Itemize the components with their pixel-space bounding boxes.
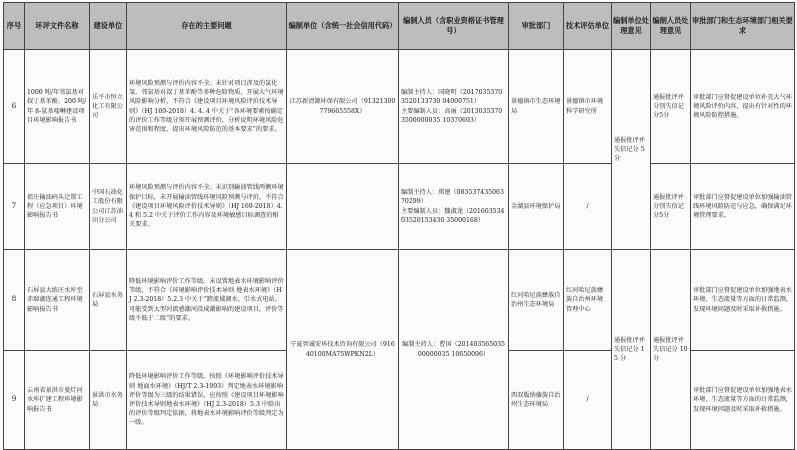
cell-seq: 9 — [4, 351, 25, 450]
cell-requirements: 审批部门应督促建设单位加强地表水环境、生态流量等方面的日常监测，发现环境问题及时采取补救措施。 — [691, 250, 795, 351]
cell-prep-unit — [287, 164, 399, 250]
cell-problems: 降低环境影响评价工作等级。未设置地表水环境影响评价等级，不符合《环境影响评价技术导则 地表水环境》（HJ 2.3-2018）5.2.3 中关于“跨流域调水、引水式电站、可能受到大型河流感潮河段咸潮影响的建设项目，评价等级不低于二级”的要求。 — [127, 250, 287, 351]
cell-builder: 景洪市水务局 — [90, 351, 127, 450]
cell-tech-eval: / — [564, 164, 612, 250]
penalty-table — [3, 2, 795, 450]
cell-seq: 7 — [4, 164, 25, 250]
cell-doc: 石屏县大练庄水库至赤瑞湖连通工程环境影响报告书 — [25, 250, 90, 351]
cell-approval: 红河哈尼族彝族自治州生态环境局 — [509, 250, 564, 351]
header-tech-eval: 技术评估单位 — [564, 3, 612, 50]
cell-problems: 环境风险预测与评价内容不全。未针对项目涉及的氯化氢、邻氨基对叔丁基苯酚等多种危险物质，开展大气环境风险影响分析，不符合《建设项目环境风险评价技术导则》（HJ 169-2018）4. 4. 4 中关于“各环境要素按确定的评价工作等级分别开展预测评价，分析说明环境风险危害范围和程度，提出环境风险防范的基本要求”的要求。 — [127, 50, 287, 164]
cell-prep-staff-opinion: 通报批评并分别失信记分5分 — [651, 50, 691, 164]
cell-tech-eval: 景德镇市环境科学研究所 — [564, 50, 612, 164]
cell-prep-staff-opinion: 通报批评并失信记分 10 分 — [651, 250, 691, 450]
cell-builder: 乐平市恒立化工有限公司 — [90, 50, 127, 164]
cell-requirements: 审批部门应督促建设单位加强地表水环境、生态流量等方面的日常监测，发现环境问题及时采取补救措施。 — [691, 351, 795, 450]
cell-approval: 西双版纳傣族自治州生态环境局 — [509, 351, 564, 450]
cell-prep-staff-opinion: 通报批评并分别失信记分5分 — [651, 164, 691, 250]
cell-approval: 景德镇市生态环境局 — [509, 50, 564, 164]
header-requirements: 审批部门和生态环境部门相关要求 — [691, 3, 795, 50]
header-prep-unit: 编制单位（含统一社会信用代码） — [287, 3, 399, 50]
header-prep-unit-opinion: 编制单位处理意见 — [612, 3, 651, 50]
cell-tech-eval: 红河哈尼族彝族自治州环境管理中心 — [564, 250, 612, 351]
cell-problems: 环境风险预测与评价内容不全。未识别输油管线两侧环境保护目标，未开展输油管线环境风险预测与评价，不符合《建设项目环境风险评价技术导则》（HJ 169-2018）4.4 和 5.2 中关于评价工作内容及环境敏感目标调查的相关要求。 — [127, 164, 287, 250]
cell-problems: 降低环境影响评价工作等级。按照《环境影响评价技术导则 地面水环境》（HJ/T 2.3-1993）判定地表水环境影响评价等级为三级的结果错误，应按照《建设项目环境影响评价技术导则地表水环境》（HJ 2.3-2018）5.3 中给出的评价等级判定依据，将地表水环境影响评价等级判定为一级。 — [127, 351, 287, 450]
cell-prep-staff: 编制主持人：国晓明（20170353703520133730 04000751） 主要编制人员：高丽（20130353703500000035 10370693） — [399, 50, 509, 164]
cell-seq: 8 — [4, 250, 25, 351]
table-row — [4, 250, 795, 351]
cell-prep-unit-opinion: 通报批评并失信记分 5 分 — [612, 50, 651, 250]
cell-prep-unit: 江苏新清源环保有限公司（91321300779665558X） — [287, 50, 399, 164]
cell-builder: 石屏县水务局 — [90, 250, 127, 351]
header-builder: 建设单位 — [90, 3, 127, 50]
cell-seq: 6 — [4, 50, 25, 164]
header-approval: 审批部门 — [509, 3, 564, 50]
cell-requirements: 审批部门应督促建设单位补充大气环境风险评价内容，提出有针对性的环境风险防控措施。 — [691, 50, 795, 164]
table-row — [4, 50, 795, 164]
cell-prep-unit-opinion: 通报批评并失信记分 15 分 — [612, 250, 651, 450]
cell-doc: 1000 吨/年邻氯基对叔丁基苯酚、200 吨/年 8-氨基喹啉建设项目环境影响报告书 — [25, 50, 90, 164]
table-header-row — [4, 3, 795, 50]
cell-requirements: 审批部门应督促建设单位加强输油管线环境风险防范与应急，确保满足环境管理要求。 — [691, 164, 795, 250]
cell-builder: 中国石油化工股份有限公司江苏油田分公司 — [90, 164, 127, 250]
cell-prep-staff: 编制主持人：郑建（08353743506370299） 主要编制人员：魏淑龙（20160353403520153430 35000168） — [399, 164, 509, 250]
header-prep-staff-opinion: 编制人员处理意见 — [651, 3, 691, 50]
header-problems: 存在的主要问题 — [127, 3, 287, 50]
table-row — [4, 164, 795, 250]
cell-doc: 云南省景洪市曼灯河水库扩建工程环境影响报告书 — [25, 351, 90, 450]
cell-approval: 金湖县环境保护局 — [509, 164, 564, 250]
cell-tech-eval: / — [564, 351, 612, 450]
cell-doc: 祖庄输油码头迁置工程（应急项目）环境影响报告书 — [25, 164, 90, 250]
header-prep-staff: 编制人员（含职业资格证书管理号） — [399, 3, 509, 50]
cell-prep-unit: 宁夏智诚安环技术咨询有限公司（91640100MA75WPKN2L） — [287, 250, 399, 450]
header-seq: 序号 — [4, 3, 25, 50]
cell-prep-staff: 编制主持人：曹国（20140356503500000035 10650096） — [399, 250, 509, 450]
header-doc: 环评文件名称 — [25, 3, 90, 50]
